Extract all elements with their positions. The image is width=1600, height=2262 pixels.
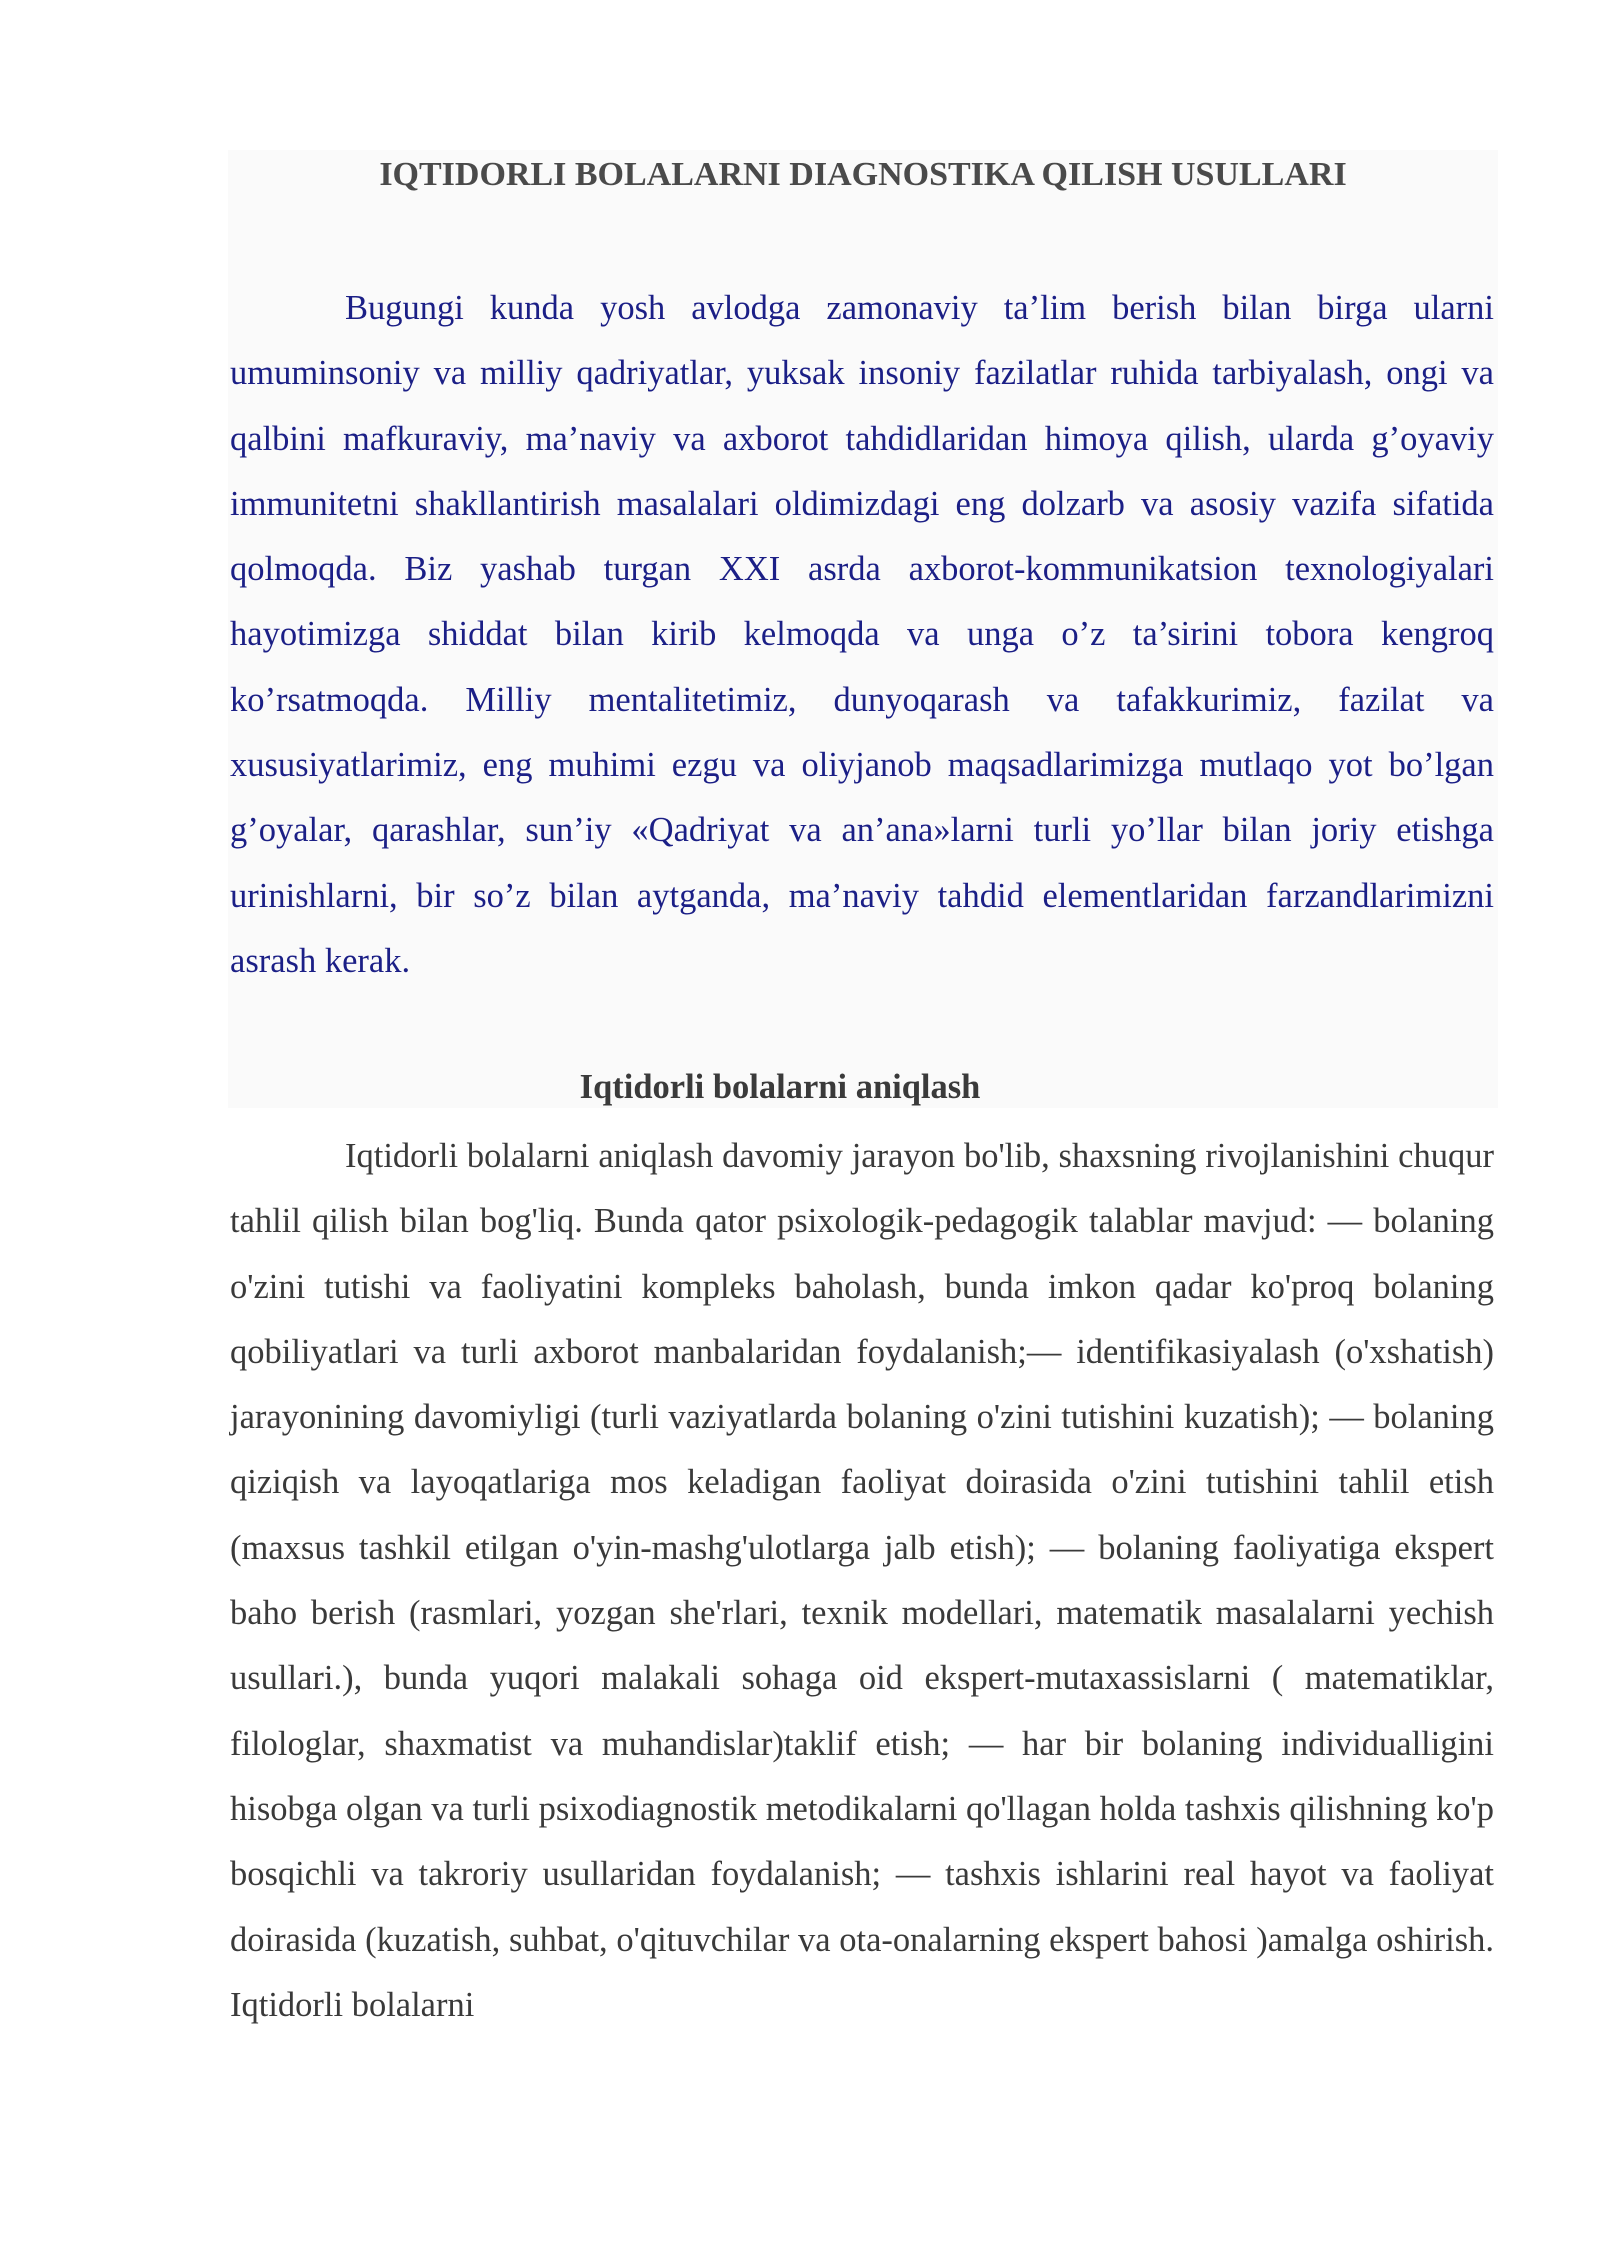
section-paragraph: Iqtidorli bolalarni aniqlash davomiy jarayon bo'lib, shaxsning rivojlanishini chuqur tahlil qilish bilan bog'liq. Bunda qator psixologik-pedagogik talablar mavjud: — bolaning o'zini tutishi va faoliyatini kompleks baholash, bunda imkon qadar ko'proq bolaning qobiliyatlari va turli axborot manbalaridan foydalanish;— identifikasiyalash (o'xshatish) jarayonining davomiyligi (turli vaziyatlarda bolaning o'zini tutishini kuzatish); — bolaning qiziqish va layoqatlariga mos keladigan faoliyat doirasida o'zini tutishini tahlil etish (maxsus tashkil etilgan o'yin-mashg'ulotlarga jalb etish); — bolaning faoliyatiga ekspert baho berish (rasmlari, yozgan she'rlari, texnik modellari, matematik masalalarni yechish usullari.), bunda yuqori malakali sohaga oid ekspert-mutaxassislarni ( matematiklar, filologlar, shaxmatist va muhandislar)taklif etish; — har bir bolaning individualligini hisobga olgan va turli psixodiagnostik metodikalarni qo'llagan holda tashxis qilishning ko'p bosqichli va takroriy usullaridan foydalanish; — tashxis ishlarini real hayot va faoliyat doirasida (kuzatish, suhbat, o'qituvchilar va ota-onalarning ekspert bahosi )amalga oshirish. Iqtidorli bolalarni (230, 1137, 1494, 2024)
intro-paragraph: Bugungi kunda yosh avlodga zamonaviy ta’lim berish bilan birga ularni umuminsoniy va milliy qadriyatlar, yuksak insoniy fazilatlar ruhida tarbiyalash, ongi va qalbini mafkuraviy, ma’naviy va axborot tahdidlaridan himoya qilish, ularda g’oyaviy immunitetni shakllantirish masalalari oldimizdagi eng dolzarb va asosiy vazifa sifatida qolmoqda. Biz yashab turgan XXI asrda axborot-kommunikatsion texnologiyalari hayotimizga shiddat bilan kirib kelmoqda va unga o’z ta’sirini tobora kengroq ko’rsatmoqda. Milliy mentalitetimiz, dunyoqarash va tafakkurimiz, fazilat va xususiyatlarimiz, eng muhimi ezgu va oliyjanob maqsadlarimizga mutlaqo yot bo’lgan g’oyalar, qarashlar, sun’iy «Qadriyat va an’ana»larni turli yo’llar bilan joriy etishga urinishlarni, bir so’z bilan aytganda, ma’naviy tahdid elementlaridan farzandlarimizni asrash kerak. (230, 289, 1494, 980)
section-heading: Iqtidorli bolalarni aniqlash (579, 1068, 981, 1106)
document-title: IQTIDORLI BOLALARNI DIAGNOSTIKA QILISH USULLARI (379, 156, 1347, 193)
